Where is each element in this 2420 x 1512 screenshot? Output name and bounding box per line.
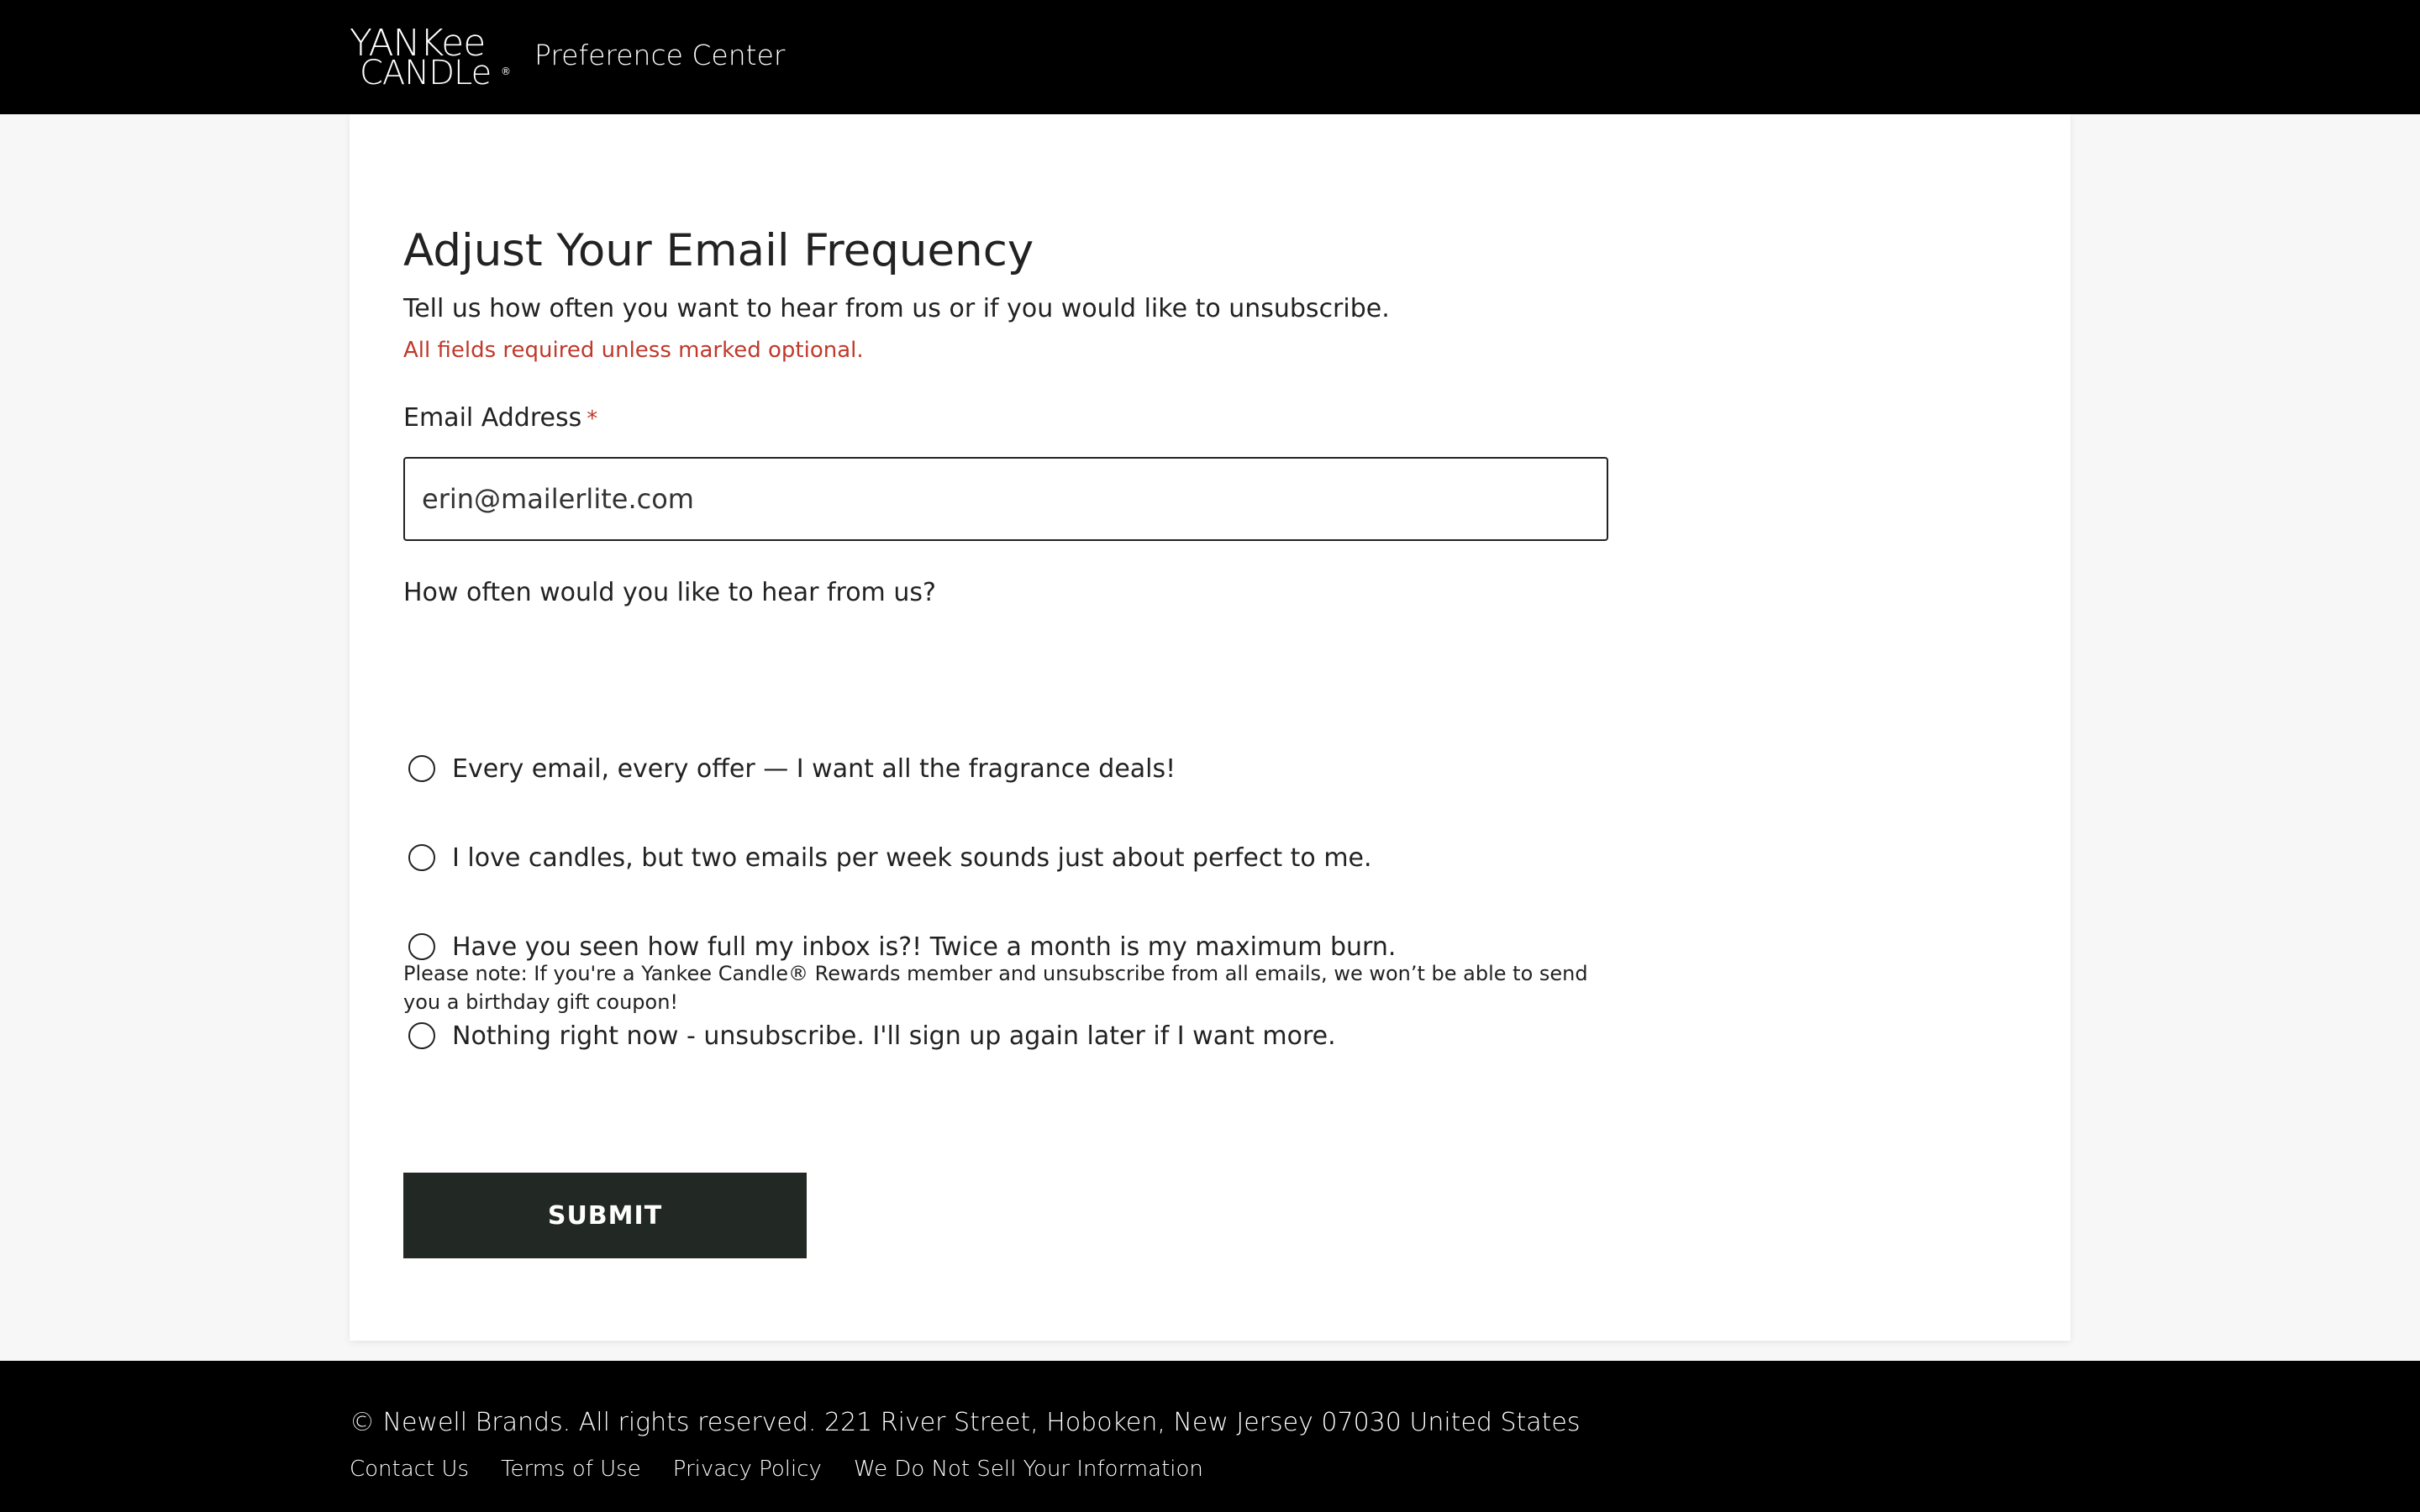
option-label: Every email, every offer — I want all the fragrance deals! <box>452 753 1176 784</box>
footer-link-do-not-sell[interactable]: We Do Not Sell Your Information <box>853 1457 1203 1482</box>
required-fields-note: All fields required unless marked optional. <box>403 338 864 363</box>
frequency-question: How often would you like to hear from us? <box>403 578 936 607</box>
required-asterisk: * <box>587 407 598 432</box>
copyright-text: © Newell Brands. All rights reserved. 221 River Street, Hoboken, New Jersey 07030 United States <box>350 1408 1581 1437</box>
option-label: Have you seen how full my inbox is?! Twice a month is my maximum burn. <box>452 932 1397 962</box>
header-title: Preference Center <box>534 39 786 71</box>
radio-button[interactable] <box>408 1022 435 1049</box>
frequency-option-every-email[interactable] <box>403 748 1176 790</box>
page-title: Adjust Your Email Frequency <box>403 224 1034 276</box>
logo-text-line2: CANDLe <box>360 54 492 92</box>
intro-text: Tell us how often you want to hear from us or if you would like to unsubscribe. <box>403 294 1390 323</box>
yankee-candle-logo[interactable] <box>350 24 509 91</box>
rewards-note: Please note: If you're a Yankee Candle® Rewards member and unsubscribe from all emails, we won’t be able to send you a birthday gift coupon! <box>403 962 1588 1014</box>
email-label-text: Email Address <box>403 403 582 433</box>
option-label: I love candles, but two emails per week sounds just about perfect to me. <box>452 843 1372 873</box>
footer-link-terms-of-use[interactable]: Terms of Use <box>501 1457 641 1482</box>
site-footer <box>0 1361 2420 1512</box>
preference-form-card <box>350 114 2070 1341</box>
frequency-option-twice-weekly[interactable] <box>403 837 1372 879</box>
email-label <box>403 403 597 433</box>
frequency-option-unsubscribe[interactable] <box>403 1015 1336 1057</box>
footer-links <box>350 1457 1203 1482</box>
footer-link-privacy-policy[interactable]: Privacy Policy <box>672 1457 822 1482</box>
radio-button[interactable] <box>408 844 435 871</box>
logo-registered-mark: ® <box>501 66 511 77</box>
site-header <box>0 0 2420 114</box>
radio-button[interactable] <box>408 755 435 782</box>
submit-button[interactable]: SUBMIT <box>403 1173 807 1258</box>
radio-button[interactable] <box>408 933 435 960</box>
logo-text-line1: YANKee <box>350 22 486 65</box>
footer-link-contact-us[interactable]: Contact Us <box>350 1457 469 1482</box>
option-label: Nothing right now - unsubscribe. I'll sign up again later if I want more. <box>452 1021 1336 1051</box>
email-field[interactable] <box>403 457 1608 541</box>
